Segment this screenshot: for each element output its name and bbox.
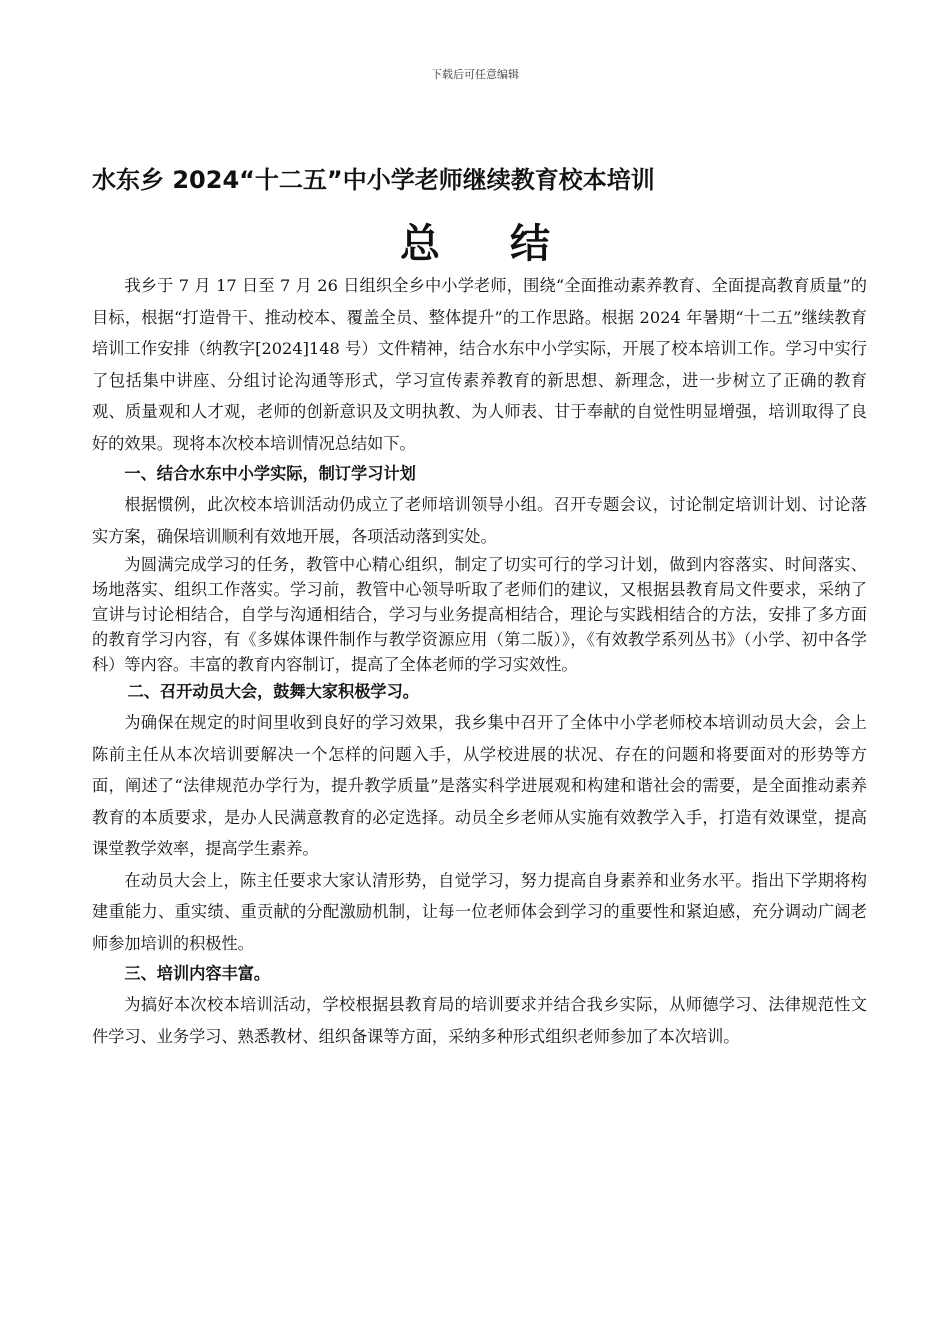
header-note: 下载后可任意编辑	[431, 68, 519, 81]
section1-heading: 一、结合水东中小学实际，制订学习计划	[124, 464, 416, 483]
section1-paragraph-1: 根据惯例，此次校本培训活动仍成立了老师培训领导小组。召开专题会议，讨论制定培训计划、讨论落实方案，确保培训顺利有效地开展，各项活动落到实处。	[92, 495, 867, 546]
intro-paragraph: 我乡于 7 月 17 日至 7 月 26 日组织全乡中小学老师，围绕“全面推动素养教育、全面提高教育质量”的目标，根据“打造骨干、推动校本、覆盖全员、整体提升”的工作思路。根据 2024 年暑期“十二五”继续教育培训工作安排（纳教字[2024]148 号）文件精神，结合水东中小学实际，开展了校本培训工作。学习中实行了包括集中讲座、分组讨论沟通等形式，学习宣传素养教育的新思想、新理念，进一步树立了正确的教育观、质量观和人才观，老师的创新意识及文明执教、为人师表、甘于奉献的自觉性明显增强，培训取得了良好的效果。现将本次校本培训情况总结如下。	[92, 276, 867, 453]
section1-paragraph-2: 为圆满完成学习的任务，教管中心精心组织，制定了切实可行的学习计划，做到内容落实、时间落实、场地落实、组织工作落实。学习前，教管中心领导听取了老师们的建议，又根据县教育局文件要求，采纳了宣讲与讨论相结合，自学与沟通相结合，学习与业务提高相结合，理论与实践相结合的方法，安排了多方面的教育学习内容，有《多媒体课件制作与教学资源应用（第二版）》，《有效教学系列丛书》（小学、初中各学科）等内容。丰富的教育内容制订，提高了全体老师的学习实效性。	[92, 555, 867, 674]
section3-heading: 三、培训内容丰富。	[124, 964, 271, 983]
section2-paragraph-1: 为确保在规定的时间里收到良好的学习效果，我乡集中召开了全体中小学老师校本培训动员大会，会上陈前主任从本次培训要解决一个怎样的问题入手，从学校进展的状况、存在的问题和将要面对的形势等方面，阐述了“法律规范办学行为，提升教学质量”是落实科学进展观和构建和谐社会的需要，是全面推动素养教育的本质要求，是办人民满意教育的必定选择。动员全乡老师从实施有效教学入手，打造有效课堂，提高课堂教学效率，提高学生素养。	[92, 713, 867, 858]
document-title: 水东乡 2024“十二五”中小学老师继续教育校本培训	[92, 166, 655, 194]
document-subtitle: 总结	[400, 221, 620, 267]
section3-paragraph-1: 为搞好本次校本培训活动，学校根据县教育局的培训要求并结合我乡实际，从师德学习、法律规范性文件学习、业务学习、熟悉教材、组织备课等方面，采纳多种形式组织老师参加了本次培训。	[92, 995, 867, 1046]
document-body	[92, 270, 867, 1052]
section2-heading: 二、召开动员大会，鼓舞大家积极学习。	[127, 682, 419, 701]
section2-paragraph-2: 在动员大会上，陈主任要求大家认清形势，自觉学习，努力提高自身素养和业务水平。指出下学期将构建重能力、重实绩、重贡献的分配激励机制，让每一位老师体会到学习的重要性和紧迫感，充分调动广阔老师参加培训的积极性。	[92, 870, 867, 953]
